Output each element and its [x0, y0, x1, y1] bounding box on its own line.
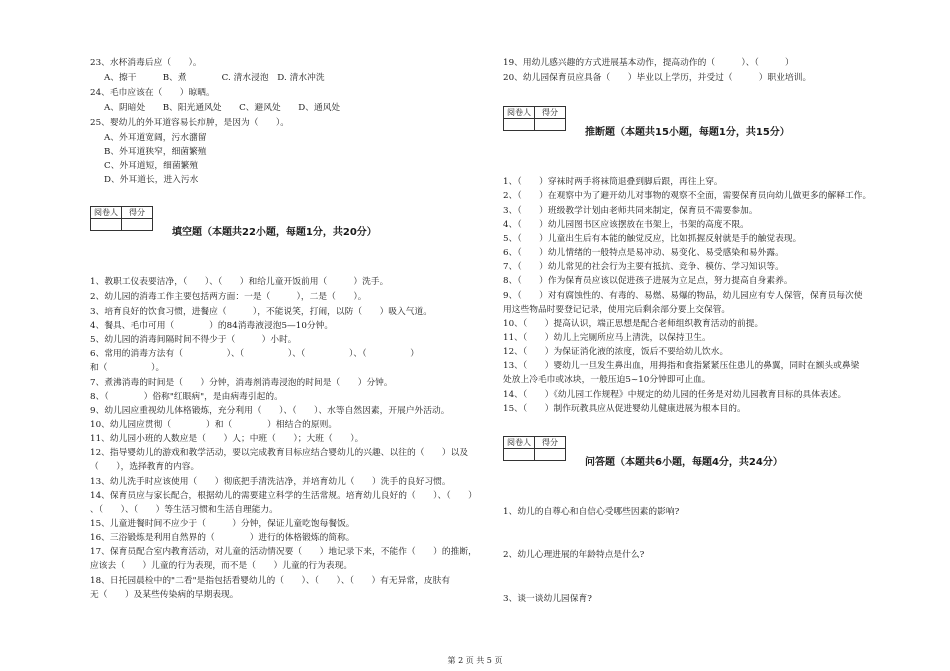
fill-17-cont: 应该去（ ）儿童的行为表现，而不是（ ）儿童的行为表现。	[90, 561, 353, 571]
judge-8: 8、（ ）作为保育员应该以促进孩子进展为立足点，努力提高自身素养。	[503, 276, 793, 286]
question-23: 23、水杯消毒后应（ ）。	[90, 58, 202, 68]
fill-4: 4、餐具、毛巾可用（ ）的84消毒液浸泡5—10分钟。	[90, 321, 334, 331]
fill-12: 12、指导婴幼儿的游戏和教学活动，要以完成教育目标应结合婴幼儿的兴趣、以往的（ ）以及	[90, 448, 469, 458]
fill-11: 11、幼儿园小班的人数应是（ ）人；中班（ ）；大班（ ）。	[90, 434, 364, 444]
grader-label: 阅卷人	[504, 437, 535, 449]
score-cell	[535, 449, 566, 461]
judge-12: 12、（ ）为保证消化液的浓度，饭后不要给幼儿饮水。	[503, 347, 729, 357]
judge-10: 10、（ ）提高认识，端正思想是配合老师组织教育活动的前提。	[503, 319, 764, 329]
grader-cell	[91, 219, 122, 231]
option-25a: A、外耳道宽阔，污水潴留	[104, 133, 207, 143]
judge-9: 9、（ ）对有腐蚀性的、有毒的、易燃、易爆的物品，幼儿园应有专人保管，保育员每次使	[503, 291, 863, 301]
fill-3: 3、培育良好的饮食习惯，进餐应（ ），不能说笑，打闹，以防（ ）吸入气道。	[90, 307, 432, 317]
judge-13-cont: 处放上冷毛巾或冰块，一般压迫5~10分钟即可止血。	[503, 375, 711, 385]
score-label: 得分	[122, 207, 153, 219]
fill-section-title: 填空题（本题共22小题，每题1分，共20分）	[172, 227, 377, 238]
judge-15: 15、（ ）制作玩教具应从促进婴幼儿健康进展为根本目的。	[503, 404, 746, 414]
fill-19: 19、用幼儿感兴趣的方式进展基本动作，提高动作的（ ）、（ ）	[503, 58, 794, 68]
judge-3: 3、（ ）班级教学计划由老师共同来制定，保育员不需要参加。	[503, 206, 758, 216]
score-label: 得分	[535, 107, 566, 119]
judge-7: 7、（ ）幼儿常见的社会行为主要有抵抗、竞争、模仿、学习知识等。	[503, 262, 784, 272]
fill-5: 5、幼儿园的消毒间隔时间不得少于（ ）小时。	[90, 335, 297, 345]
qa-1: 1、幼儿的自尊心和自信心受哪些因素的影响?	[503, 507, 680, 517]
judge-9-cont: 用这些物品时要登记记录，使用完后剩余部分要上交保管。	[503, 305, 731, 315]
fill-18: 18、日托园晨检中的"二看"是指包括看婴幼儿的（ ）、（ ）、（ ）有无异常，皮肤有	[90, 576, 451, 586]
grader-cell	[504, 449, 535, 461]
fill-15: 15、儿童进餐时间不应少于（ ）分钟，保证儿童吃饱每餐饭。	[90, 519, 355, 529]
option-25b: B、外耳道狭窄，细菌繁殖	[104, 147, 207, 157]
fill-8: 8、（ ）俗称"红眼病"，是由病毒引起的。	[90, 392, 283, 402]
fill-7: 7、煮沸消毒的时间是（ ）分钟，消毒剂消毒浸泡的时间是（ ）分钟。	[90, 378, 393, 388]
fill-18-cont: 无（ ）及某些传染病的早期表现。	[90, 590, 239, 600]
judge-4: 4、（ ）幼儿园图书区应该摆放在书架上，书架的高度不限。	[503, 220, 749, 230]
fill-6-cont: 和（ ）。	[90, 363, 165, 373]
grader-label: 阅卷人	[504, 107, 535, 119]
grader-label: 阅卷人	[91, 207, 122, 219]
option-25c: C、外耳道短，细菌繁殖	[104, 161, 199, 171]
fill-12-cont: （ ），选择教育的内容。	[90, 462, 200, 472]
judge-5: 5、（ ）儿童出生后有本能的触觉反应，比如抓握反射就是手的触觉表现。	[503, 234, 802, 244]
qa-score-table	[503, 436, 566, 461]
fill-1: 1、教职工仪表要洁净，（ ）、（ ）和给儿童开饭前用（ ）洗手。	[90, 277, 389, 287]
judge-11: 11、（ ）幼儿上完厕所应马上清洗，以保持卫生。	[503, 333, 711, 343]
page-number: 第 2 页 共 5 页	[447, 656, 503, 665]
fill-13: 13、幼儿洗手时应该使用（ ）彻底把手清洗洁净，并培育幼儿（ ）洗手的良好习惯。	[90, 477, 451, 487]
judge-6: 6、（ ）幼儿情绪的一般特点是易冲动、易变化、易受感染和易外露。	[503, 248, 784, 258]
question-25: 25、婴幼儿的外耳道容易长疖肿，是因为（ ）。	[90, 118, 290, 128]
fill-score-table	[90, 206, 153, 231]
fill-10: 10、幼儿园应贯彻（ ）和（ ）相结合的原则。	[90, 420, 338, 430]
score-cell	[122, 219, 153, 231]
judge-score-table	[503, 106, 566, 131]
qa-section-title: 问答题（本题共6小题，每题4分，共24分）	[585, 457, 783, 468]
question-24: 24、毛巾应该在（ ）晾晒。	[90, 88, 215, 98]
fill-20: 20、幼儿园保育员应具备（ ）毕业以上学历，并受过（ ）职业培训。	[503, 73, 812, 83]
qa-3: 3、谈一谈幼儿园保育?	[503, 594, 592, 604]
fill-2: 2、幼儿园的消毒工作主要包括两方面：一是（ ），二是（ ）。	[90, 292, 367, 302]
fill-14: 14、保育员应与家长配合，根据幼儿的需要建立科学的生活常规。培育幼儿良好的（ ）、（ ）	[90, 491, 477, 501]
fill-6: 6、常用的消毒方法有（ ）、（ ）、（ ）、（ ）	[90, 349, 419, 359]
grader-cell	[504, 119, 535, 131]
score-cell	[535, 119, 566, 131]
fill-9: 9、幼儿园应重视幼儿体格锻炼，充分利用（ ）、（ ）、水等自然因素，开展户外活动。	[90, 406, 450, 416]
qa-2: 2、幼儿心理进展的年龄特点是什么?	[503, 550, 645, 560]
judge-1: 1、（ ）穿袜时两手将袜筒退叠到脚后跟，再往上穿。	[503, 177, 723, 187]
option-25d: D、外耳道长，进入污水	[104, 175, 199, 185]
judge-2: 2、（ ）在观察中为了避开幼儿对事物的观察不全面，需要保育员向幼儿做更多的解释工作。	[503, 191, 872, 201]
score-label: 得分	[535, 437, 566, 449]
judge-14: 14、（ ）《幼儿园工作规程》中规定的幼儿园的任务是对幼儿园教育目标的具体表述。	[503, 390, 847, 400]
options-24: A、阴暗处 B、阳光通风处 C、避风处 D、通风处	[104, 103, 341, 113]
judge-section-title: 推断题（本题共15小题，每题1分，共15分）	[585, 127, 790, 138]
fill-17: 17、保育员配合室内教育活动，对儿童的活动情况要（ ）地记录下来，不能作（ ）的推断，	[90, 547, 477, 557]
options-23: A、擦干 B、煮 C. 清水浸泡 D. 清水冲洗	[104, 73, 325, 83]
judge-13: 13、（ ）婴幼儿一旦发生鼻出血，用拇指和食指紧紧压住患儿的鼻翼，同时在额头或鼻梁	[503, 361, 860, 371]
fill-16: 16、三浴锻炼是利用自然界的（ ）进行的体格锻炼的简称。	[90, 533, 355, 543]
fill-14-cont: 、（ ）、（ ）等生活习惯和生活自理能力。	[90, 505, 278, 515]
